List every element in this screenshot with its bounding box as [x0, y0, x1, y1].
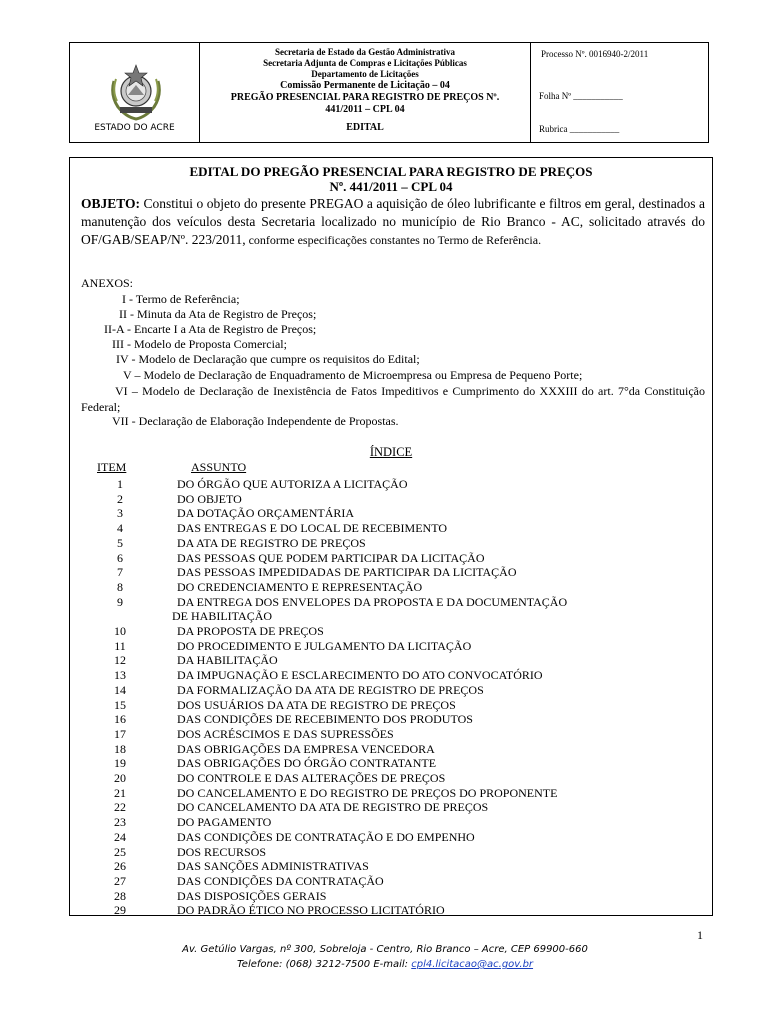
index-row — [70, 565, 714, 580]
index-row — [70, 624, 714, 639]
index-item-number: 22 — [114, 800, 126, 815]
index-item-subject: DAS PESSOAS IMPEDIDADAS DE PARTICIPAR DA LICITAÇÃO — [177, 565, 517, 580]
index-item-number: 28 — [114, 888, 126, 903]
process-number: Processo Nº. 0016940-2/2011 — [541, 49, 649, 59]
index-row — [70, 698, 714, 713]
objeto-paragraph — [81, 195, 705, 249]
index-item-subject: DAS CONDIÇÕES DE CONTRATAÇÃO E DO EMPENHO — [177, 829, 475, 844]
index-item-number: 15 — [114, 697, 126, 712]
anexo-item: I - Termo de Referência; — [122, 292, 240, 306]
index-row — [70, 668, 714, 683]
index-item-number: 18 — [114, 741, 126, 756]
index-item-number: 5 — [117, 535, 123, 550]
state-name-text: ESTADO DO ACRE — [94, 123, 175, 133]
index-item-subject: DO OBJETO — [177, 491, 242, 506]
index-row — [70, 859, 714, 874]
index-item-subject: DAS ENTREGAS E DO LOCAL DE RECEBIMENTO — [177, 521, 447, 536]
index-item-number: 24 — [114, 829, 126, 844]
index-item-continuation: DE HABILITAÇÃO — [172, 609, 273, 624]
index-row — [70, 874, 714, 889]
index-item-number: 23 — [114, 815, 126, 830]
index-item-number: 7 — [117, 565, 123, 580]
anexos-heading: ANEXOS: — [81, 276, 134, 290]
index-item-number: 11 — [114, 638, 126, 653]
objeto-label: OBJETO: — [81, 196, 141, 211]
index-item-number: 9 — [117, 594, 123, 609]
index-row — [70, 727, 714, 742]
anexo-item: VII - Declaração de Elaboração Independente de Propostas. — [112, 414, 399, 428]
index-item-number: 17 — [114, 726, 126, 741]
index-item-subject: DOS RECURSOS — [177, 844, 267, 859]
index-item-number: 10 — [114, 624, 126, 638]
agency-line: Secretaria de Estado da Gestão Administrativa — [274, 47, 456, 57]
index-item-number: 29 — [114, 903, 126, 918]
index-item-number: 2 — [117, 491, 123, 506]
index-item-subject: DA FORMALIZAÇÃO DA ATA DE REGISTRO DE PREÇOS — [177, 682, 484, 697]
document-title: EDITAL DO PREGÃO PRESENCIAL PARA REGISTRO DE PREÇOS — [189, 164, 593, 179]
anexo-item: V – Modelo de Declaração de Enquadramento de Microempresa ou Empresa de Pequeno Porte; — [123, 368, 583, 382]
index-item-number: 14 — [114, 682, 126, 697]
anexo-item: II-A - Encarte I a Ata de Registro de Preços; — [104, 322, 317, 336]
document-header — [69, 42, 709, 143]
emblem-cell — [70, 43, 200, 142]
index-item-subject: DOS ACRÉSCIMOS E DAS SUPRESSÕES — [177, 726, 394, 741]
index-row — [70, 786, 714, 801]
index-item-number: 6 — [117, 550, 123, 565]
index-row — [70, 845, 714, 860]
document-subtitle: Nº. 441/2011 – CPL 04 — [329, 179, 453, 194]
index-item-subject: DAS CONDIÇÕES DA CONTRATAÇÃO — [177, 873, 384, 888]
index-item-number: 3 — [117, 506, 123, 521]
index-row — [70, 771, 714, 786]
index-item-number: 19 — [114, 756, 126, 771]
index-row — [70, 815, 714, 830]
index-item-subject: DO CANCELAMENTO E DO REGISTRO DE PREÇOS DO PROPONENTE — [177, 785, 558, 800]
index-item-subject: DAS OBRIGAÇÕES DO ÓRGÃO CONTRATANTE — [177, 756, 437, 771]
index-item-subject: DAS OBRIGAÇÕES DA EMPRESA VENCEDORA — [177, 741, 435, 756]
anexo-item: II - Minuta da Ata de Registro de Preços; — [119, 307, 317, 321]
assunto-column-header: ASSUNTO — [191, 460, 247, 474]
footer-contact — [0, 959, 770, 970]
index-item-subject: DA DOTAÇÃO ORÇAMENTÁRIA — [177, 506, 355, 521]
objeto-text: Constitui o objeto do presente PREGAO a aquisição de óleo lubrificante e filtros em geral, destinados a manutenção dos veículos desta Secretaria localizado no município de Rio Branco - AC, solicitado através do OF/GAB/SEAP/Nº. 223/2011, — [81, 196, 705, 247]
index-item-subject: DO CANCELAMENTO DA ATA DE REGISTRO DE PREÇOS — [177, 800, 489, 815]
anexo-item: III - Modelo de Proposta Comercial; — [112, 337, 287, 351]
page-number: 1 — [697, 928, 703, 942]
footer-phone: Telefone: (068) 3212-7500 E-mail: — [236, 959, 412, 970]
index-item-subject: DO CREDENCIAMENTO E REPRESENTAÇÃO — [177, 579, 423, 594]
objeto-text-end: conforme especificações constantes no Termo de Referência. — [245, 233, 542, 247]
index-item-subject: DO ÓRGÃO QUE AUTORIZA A LICITAÇÃO — [177, 477, 408, 491]
agency-line: Departamento de Licitações — [311, 69, 419, 79]
agency-line: Comissão Permanente de Licitação – 04 — [280, 80, 450, 91]
index-row — [70, 506, 714, 521]
index-item-subject: DAS CONDIÇÕES DE RECEBIMENTO DOS PRODUTOS — [177, 712, 473, 727]
email-link[interactable]: cpl4.licitacao@ac.gov.br — [411, 959, 534, 970]
index-item-number: 20 — [114, 771, 126, 785]
edital-body — [69, 157, 713, 916]
index-row — [70, 742, 714, 757]
agency-line: 441/2011 – CPL 04 — [325, 104, 405, 115]
index-item-subject: DA PROPOSTA DE PREÇOS — [177, 624, 324, 638]
index-row — [70, 756, 714, 771]
agency-line: PREGÃO PRESENCIAL PARA REGISTRO DE PREÇOS Nº. — [230, 92, 500, 103]
index-item-subject: DAS PESSOAS QUE PODEM PARTICIPAR DA LICITAÇÃO — [177, 550, 485, 565]
indice-heading: ÍNDICE — [369, 445, 413, 459]
index-item-subject: DO PAGAMENTO — [177, 815, 272, 830]
index-row — [70, 580, 714, 595]
index-row — [70, 639, 714, 654]
index-item-number: 4 — [117, 521, 123, 536]
index-row — [70, 536, 714, 551]
index-item-number: 8 — [117, 579, 123, 594]
agency-block — [200, 43, 531, 142]
index-item-number: 13 — [114, 668, 126, 683]
index-row — [70, 800, 714, 815]
folha-field: Folha Nº ___________ — [539, 91, 623, 101]
index-item-number: 21 — [114, 785, 126, 800]
item-column-header: ITEM — [97, 460, 127, 474]
index-item-subject: DAS SANÇÕES ADMINISTRATIVAS — [177, 859, 369, 874]
index-item-number: 27 — [114, 873, 126, 888]
index-item-number: 16 — [114, 712, 126, 727]
state-seal-icon — [108, 61, 164, 123]
index-item-subject: DOS USUÁRIOS DA ATA DE REGISTRO DE PREÇOS — [177, 697, 456, 712]
process-cell — [531, 43, 708, 142]
index-item-subject: DA ENTREGA DOS ENVELOPES DA PROPOSTA E DA DOCUMENTAÇÃO — [177, 594, 568, 609]
index-row — [70, 712, 714, 727]
index-item-number: 25 — [114, 844, 126, 859]
index-item-subject: DA IMPUGNAÇÃO E ESCLARECIMENTO DO ATO CONVOCATÓRIO — [177, 668, 543, 683]
index-item-subject: DA ATA DE REGISTRO DE PREÇOS — [177, 535, 366, 550]
index-row — [70, 889, 714, 904]
index-row — [70, 830, 714, 845]
index-row — [70, 595, 714, 610]
footer-address: Av. Getúlio Vargas, nº 300, Sobreloja - Centro, Rio Branco – Acre, CEP 69900-660 — [182, 944, 588, 955]
index-row — [70, 551, 714, 566]
index-item-subject: DO PADRÃO ÉTICO NO PROCESSO LICITATÓRIO — [177, 903, 445, 918]
index-row — [70, 521, 714, 536]
index-row — [70, 492, 714, 507]
index-row — [70, 903, 714, 918]
agency-line: Secretaria Adjunta de Compras e Licitações Públicas — [263, 58, 467, 68]
anexo-item: IV - Modelo de Declaração que cumpre os requisitos do Edital; — [116, 352, 420, 366]
index-item-subject: DO PROCEDIMENTO E JULGAMENTO DA LICITAÇÃO — [177, 638, 472, 653]
edital-label: EDITAL — [346, 122, 384, 133]
index-item-number: 26 — [114, 859, 126, 874]
index-row — [70, 653, 714, 668]
anexo-item: VI – Modelo de Declaração de Inexistência de Fatos Impeditivos e Cumprimento do XXXIII do art. 7°da Constituição Federal; — [81, 384, 705, 414]
index-row — [70, 477, 714, 492]
index-row — [70, 683, 714, 698]
index-item-subject: DAS DISPOSIÇÕES GERAIS — [177, 888, 327, 903]
index-item-number: 1 — [117, 477, 123, 491]
index-item-subject: DO CONTROLE E DAS ALTERAÇÕES DE PREÇOS — [177, 771, 446, 785]
index-item-subject: DA HABILITAÇÃO — [177, 653, 278, 668]
index-item-number: 12 — [114, 653, 126, 668]
rubrica-field: Rubrica ___________ — [539, 124, 620, 134]
